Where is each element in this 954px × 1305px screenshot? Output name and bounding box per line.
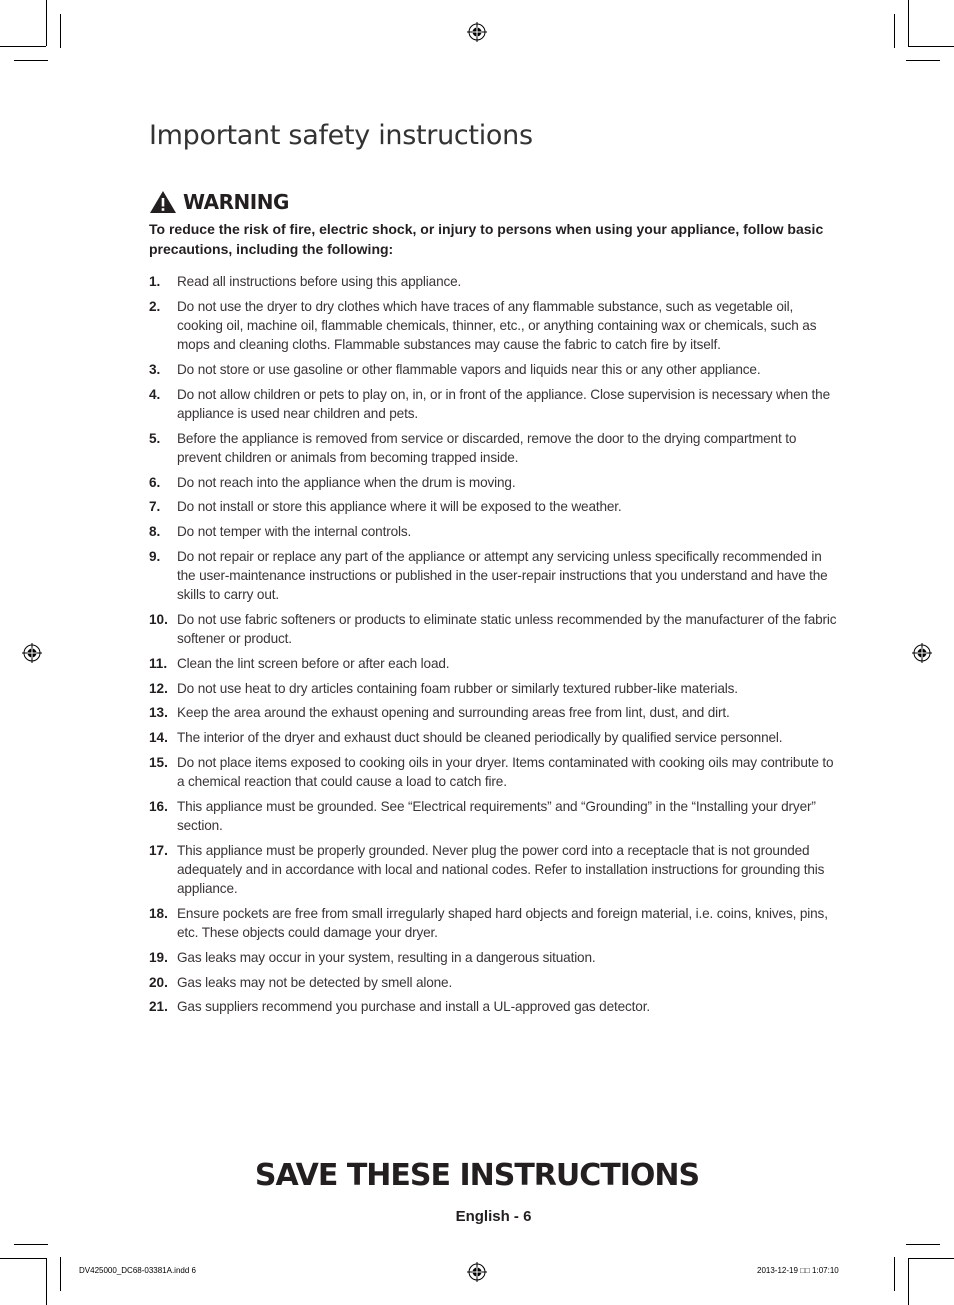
list-item-number: 9. bbox=[149, 548, 161, 564]
list-item-text: Do not allow children or pets to play on, in, or in front of the appliance. Close supervision is necessary when the appliance is used near children and pets. bbox=[177, 386, 830, 421]
list-item-text: Do not use heat to dry articles containing foam rubber or similarly textured rubber-like materials. bbox=[177, 680, 738, 696]
list-item bbox=[149, 473, 839, 492]
list-item bbox=[149, 272, 839, 291]
crop-mark bbox=[46, 0, 47, 46]
list-item-text: Gas leaks may not be detected by smell alone. bbox=[177, 974, 453, 990]
warning-intro: To reduce the risk of fire, electric shock, or injury to persons when using your appliance, follow basic precautions, including the following: bbox=[149, 221, 824, 257]
list-item-number: 12. bbox=[149, 680, 168, 696]
list-item bbox=[149, 948, 839, 967]
list-item-number: 19. bbox=[149, 949, 168, 965]
list-item-number: 18. bbox=[149, 905, 168, 921]
list-item-number: 7. bbox=[149, 499, 161, 515]
list-item bbox=[149, 841, 839, 899]
list-item-number: 8. bbox=[149, 524, 161, 539]
list-item bbox=[149, 997, 839, 1016]
print-slug-file: DV425000_DC68-03381A.indd 6 bbox=[79, 1266, 196, 1275]
page-number: English - 6 bbox=[455, 1208, 532, 1225]
list-item-text: Gas suppliers recommend you purchase and install a UL-approved gas detector. bbox=[177, 999, 650, 1015]
list-item bbox=[149, 797, 839, 836]
list-item-text: Do not reach into the appliance when the drum is moving. bbox=[177, 474, 516, 490]
list-item bbox=[149, 904, 839, 943]
registration-mark-icon bbox=[467, 1262, 487, 1282]
list-item bbox=[149, 385, 839, 424]
list-item-text: Do not store or use gasoline or other flammable vapors and liquids near this or any other appliance. bbox=[177, 361, 761, 377]
list-item bbox=[149, 547, 839, 605]
registration-mark-icon bbox=[467, 22, 487, 42]
warning-heading bbox=[149, 189, 289, 215]
list-item-text: This appliance must be grounded. See “Electrical requirements” and “Grounding” in the “Installing your dryer” section. bbox=[177, 798, 816, 833]
list-item-number: 20. bbox=[149, 974, 168, 990]
list-item-number: 11. bbox=[149, 655, 168, 671]
list-item-text: Do not install or store this appliance where it will be exposed to the weather. bbox=[177, 499, 622, 515]
list-item-text: Before the appliance is removed from service or discarded, remove the door to the drying compartment to prevent children or animals from becoming trapped inside. bbox=[177, 430, 797, 465]
list-item-number: 10. bbox=[149, 611, 168, 627]
list-item-number: 14. bbox=[149, 730, 168, 746]
crop-mark bbox=[906, 60, 940, 61]
list-item bbox=[149, 522, 839, 541]
list-item-text: This appliance must be properly grounded. Never plug the power cord into a receptacle that is not grounded adequately and in accordance with local and national codes. Refer to installation instructions for grounding this appliance. bbox=[177, 842, 825, 897]
list-item-number: 3. bbox=[149, 361, 161, 377]
crop-mark bbox=[894, 1257, 895, 1291]
list-item-text: Do not use fabric softeners or products to eliminate static unless recommended by the manufacturer of the fabric softener or product. bbox=[177, 611, 837, 647]
list-item bbox=[149, 728, 839, 747]
list-item-text: The interior of the dryer and exhaust duct should be cleaned periodically by qualified service personnel. bbox=[177, 730, 783, 746]
list-item-number: 17. bbox=[149, 842, 168, 858]
list-item bbox=[149, 654, 839, 673]
crop-mark bbox=[0, 1258, 46, 1259]
registration-mark-icon bbox=[22, 643, 42, 663]
list-item-number: 5. bbox=[149, 430, 161, 446]
list-item-number: 6. bbox=[149, 474, 161, 490]
save-instructions-heading: SAVE THESE INSTRUCTIONS bbox=[254, 1158, 700, 1193]
list-item bbox=[149, 429, 839, 468]
print-slug-timestamp: 2013-12-19 □□ 1:07:10 bbox=[757, 1266, 839, 1275]
crop-mark bbox=[14, 60, 48, 61]
safety-instructions-list bbox=[149, 272, 839, 1022]
list-item bbox=[149, 297, 839, 355]
list-item-text: Gas leaks may occur in your system, resulting in a dangerous situation. bbox=[177, 949, 596, 965]
list-item bbox=[149, 360, 839, 379]
crop-mark bbox=[46, 1258, 47, 1305]
list-item-text: Ensure pockets are free from small irregularly shaped hard objects and foreign material, i.e. coins, knives, pins, etc. These objects could damage your dryer. bbox=[177, 905, 828, 941]
crop-mark bbox=[14, 1244, 48, 1245]
crop-mark bbox=[60, 1257, 61, 1291]
list-item-text: Do not use the dryer to dry clothes which have traces of any flammable substance, such as vegetable oil, cooking oil, machine oil, flammable chemicals, thinner, etc., or anything containing wax or chemicals, such as mops and cleaning cloths. Flammable substances may cause the fabric to catch fire by itself. bbox=[177, 298, 817, 353]
list-item-text: Keep the area around the exhaust opening and surrounding areas free from lint, dust, and dirt. bbox=[177, 705, 730, 721]
crop-mark bbox=[908, 1258, 909, 1305]
crop-mark bbox=[894, 14, 895, 48]
crop-mark bbox=[906, 1244, 940, 1245]
crop-mark bbox=[908, 0, 909, 46]
list-item bbox=[149, 679, 839, 698]
list-item-number: 21. bbox=[149, 999, 168, 1015]
list-item-number: 13. bbox=[149, 705, 168, 721]
crop-mark bbox=[0, 46, 46, 47]
warning-triangle-icon bbox=[149, 190, 177, 214]
list-item bbox=[149, 973, 839, 992]
list-item bbox=[149, 497, 839, 516]
warning-label: WARNING bbox=[183, 190, 289, 214]
crop-mark bbox=[908, 1258, 954, 1259]
list-item-number: 1. bbox=[149, 274, 161, 289]
list-item-text: Do not place items exposed to cooking oils in your dryer. Items contaminated with cooking oils may contribute to a chemical reaction that could cause a load to catch fire. bbox=[177, 754, 834, 789]
crop-mark bbox=[60, 14, 61, 48]
list-item bbox=[149, 610, 839, 649]
list-item bbox=[149, 703, 839, 722]
list-item-number: 4. bbox=[149, 386, 161, 402]
list-item-text: Do not temper with the internal controls. bbox=[177, 524, 412, 539]
list-item-number: 16. bbox=[149, 798, 168, 814]
list-item-text: Do not repair or replace any part of the appliance or attempt any servicing unless specifically recommended in the user-maintenance instructions or published in the user-repair instructions that you understand and have the skills to carry out. bbox=[177, 548, 828, 603]
registration-mark-icon bbox=[912, 643, 932, 663]
page-title: Important safety instructions bbox=[149, 120, 533, 151]
list-item bbox=[149, 753, 839, 792]
list-item-number: 2. bbox=[149, 298, 161, 314]
list-item-number: 15. bbox=[149, 754, 168, 770]
list-item-text: Clean the lint screen before or after each load. bbox=[177, 655, 450, 671]
crop-mark bbox=[908, 46, 954, 47]
list-item-text: Read all instructions before using this appliance. bbox=[177, 274, 462, 289]
